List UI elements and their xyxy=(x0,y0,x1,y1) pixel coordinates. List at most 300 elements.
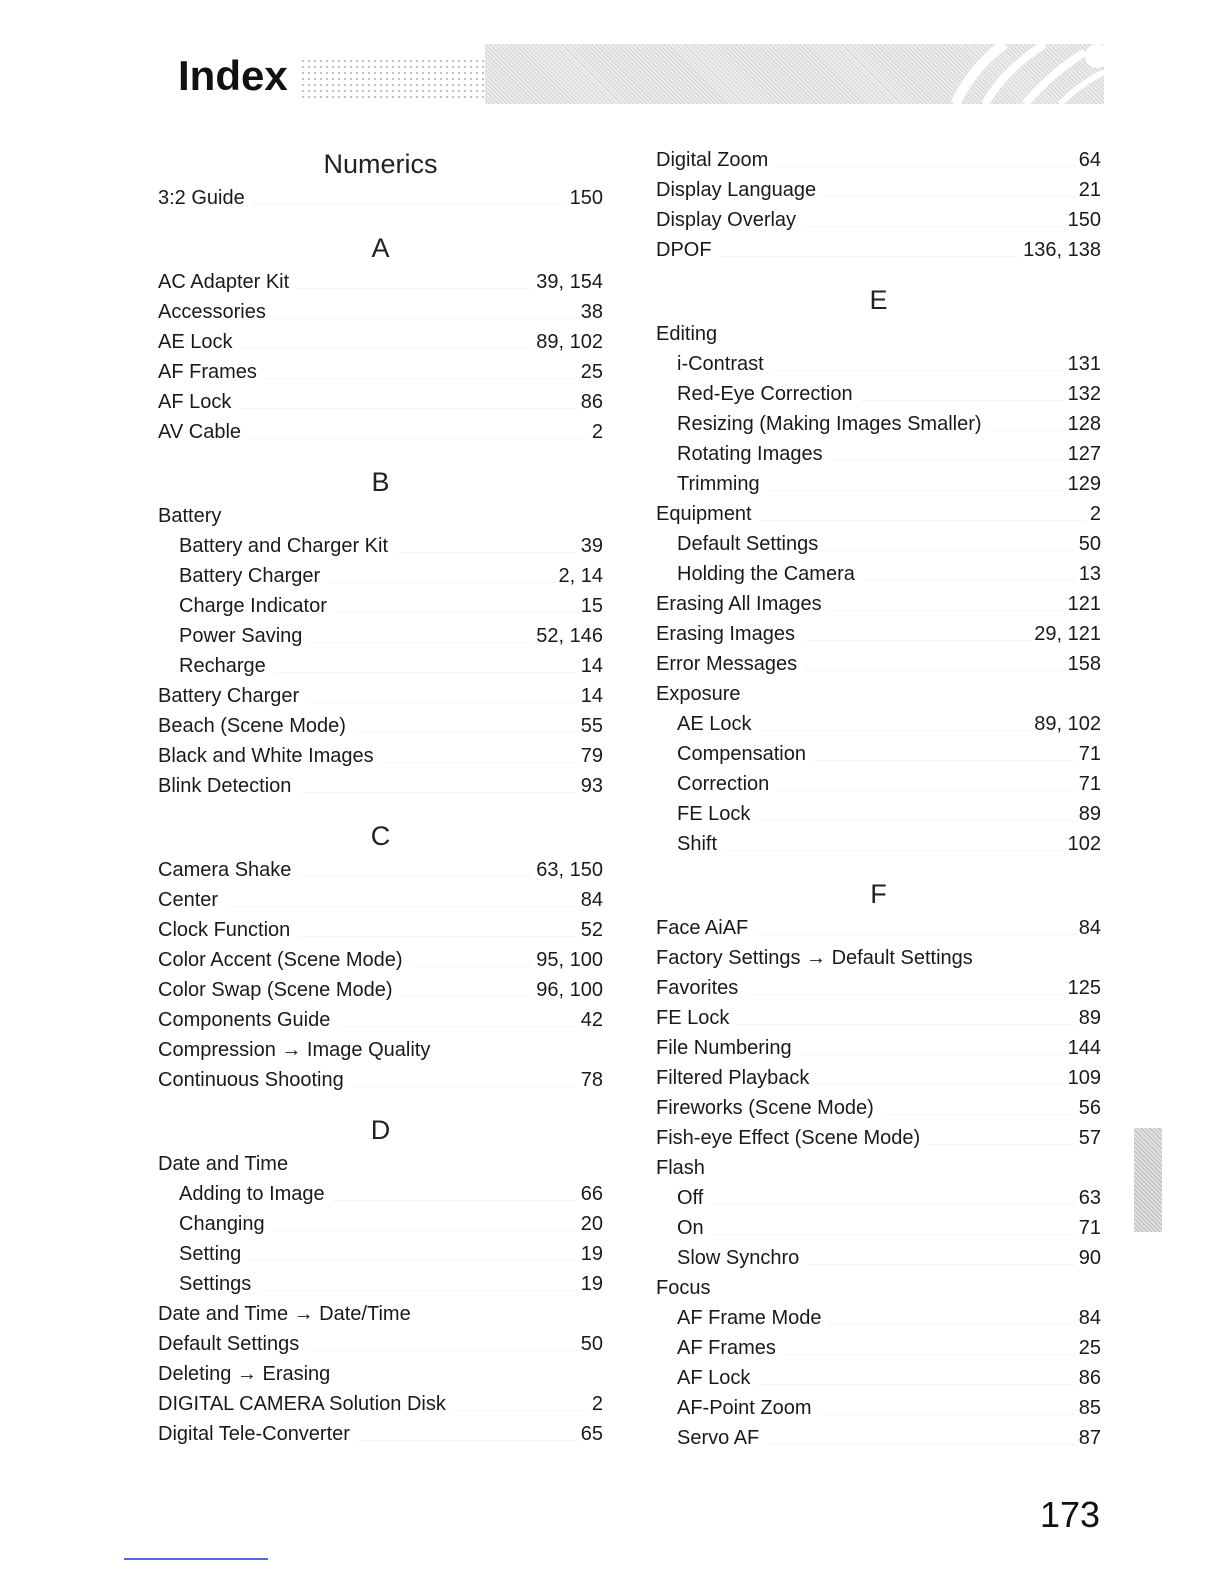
dot-leader xyxy=(335,612,577,613)
dot-leader xyxy=(273,1230,577,1231)
index-entry xyxy=(656,379,1101,409)
dot-leader xyxy=(382,762,577,763)
index-entry xyxy=(158,1359,603,1389)
entry-term: Fish-eye Effect (Scene Mode) xyxy=(656,1127,921,1149)
entry-term: DPOF xyxy=(656,239,712,261)
entry-term: Settings xyxy=(179,1273,252,1295)
entry-pages: 2, 14 xyxy=(558,565,603,587)
dot-leader xyxy=(297,288,532,289)
index-entry xyxy=(656,1063,1101,1093)
dot-leader xyxy=(307,1350,577,1351)
dot-leader xyxy=(298,936,576,937)
entry-term: On xyxy=(677,1217,704,1239)
entry-term: Adding to Image xyxy=(179,1183,325,1205)
entry-term: Focus xyxy=(656,1277,711,1299)
section-spacer xyxy=(158,447,603,463)
index-entry xyxy=(656,145,1101,175)
entry-term: Accessories xyxy=(158,301,266,323)
dot-leader xyxy=(990,430,1064,431)
entry-pages: 132 xyxy=(1067,383,1101,405)
dot-leader xyxy=(239,408,576,409)
index-entry xyxy=(158,183,603,213)
page-title: Index xyxy=(178,52,288,99)
header-gray-bar xyxy=(485,44,1104,104)
index-entry xyxy=(656,619,1101,649)
entry-term: AE Lock xyxy=(158,331,233,353)
entry-pages: 150 xyxy=(569,187,603,209)
index-entry xyxy=(656,1183,1101,1213)
entry-term: AC Adapter Kit xyxy=(158,271,290,293)
entry-term: Power Saving xyxy=(179,625,303,647)
entry-pages: 109 xyxy=(1067,1067,1101,1089)
dot-leader xyxy=(756,934,1074,935)
entry-pages: 86 xyxy=(1078,1367,1101,1389)
index-entry xyxy=(158,297,603,327)
entry-term: Date and Time xyxy=(158,1153,289,1175)
entry-term: AV Cable xyxy=(158,421,242,443)
dot-leader xyxy=(299,876,532,877)
entry-pages: 63, 150 xyxy=(536,859,603,881)
header-dot-pattern xyxy=(300,58,485,98)
entry-pages: 89, 102 xyxy=(536,331,603,353)
dot-leader xyxy=(777,790,1074,791)
entry-term: Default Settings xyxy=(677,533,819,555)
dot-leader xyxy=(758,820,1074,821)
entry-pages: 50 xyxy=(580,1333,603,1355)
index-entry xyxy=(656,1363,1101,1393)
entry-term: Fireworks (Scene Mode) xyxy=(656,1097,874,1119)
dot-leader xyxy=(712,1234,1075,1235)
entry-term: 3:2 Guide xyxy=(158,187,245,209)
entry-pages: 21 xyxy=(1078,179,1101,201)
index-entry xyxy=(158,417,603,447)
entry-term: AF Frame Mode xyxy=(677,1307,822,1329)
dot-leader xyxy=(249,438,588,439)
index-section xyxy=(656,145,1101,265)
index-entry xyxy=(656,769,1101,799)
entry-term: Recharge xyxy=(179,655,266,677)
entry-pages: 19 xyxy=(580,1243,603,1265)
index-entry xyxy=(158,1209,603,1239)
entry-pages: 64 xyxy=(1078,149,1101,171)
entry-pages: 84 xyxy=(580,889,603,911)
entry-term: Blink Detection xyxy=(158,775,292,797)
entry-term: FE Lock xyxy=(677,803,751,825)
entry-pages: 13 xyxy=(1078,563,1101,585)
entry-term: File Numbering xyxy=(656,1037,792,1059)
dot-leader xyxy=(711,1204,1074,1205)
entry-term: Date and Time → Date/Time xyxy=(158,1303,411,1325)
dot-leader xyxy=(396,552,577,553)
index-section xyxy=(656,875,1101,1453)
section-heading: Numerics xyxy=(323,149,438,179)
index-entry xyxy=(158,501,603,531)
index-entry xyxy=(656,1153,1101,1183)
entry-term: Battery Charger xyxy=(158,685,300,707)
index-entry xyxy=(656,439,1101,469)
entry-term: Battery Charger xyxy=(179,565,321,587)
entry-term: Battery xyxy=(158,505,222,527)
entry-term: Color Swap (Scene Mode) xyxy=(158,979,393,1001)
entry-term: Continuous Shooting xyxy=(158,1069,344,1091)
section-spacer xyxy=(158,801,603,817)
index-entry xyxy=(656,799,1101,829)
index-entry xyxy=(656,943,1101,973)
dot-leader xyxy=(725,850,1064,851)
entry-term: Holding the Camera xyxy=(677,563,855,585)
dot-leader xyxy=(861,400,1064,401)
dot-leader xyxy=(817,1084,1063,1085)
entry-term: Erasing Images xyxy=(656,623,795,645)
dot-leader xyxy=(265,378,577,379)
entry-term: Color Accent (Scene Mode) xyxy=(158,949,403,971)
entry-pages: 128 xyxy=(1067,413,1101,435)
dot-leader xyxy=(831,460,1064,461)
index-entry xyxy=(158,1329,603,1359)
entry-term: Face AiAF xyxy=(656,917,749,939)
entry-pages: 14 xyxy=(580,655,603,677)
entry-pages: 20 xyxy=(580,1213,603,1235)
dot-leader xyxy=(746,994,1063,995)
entry-pages: 90 xyxy=(1078,1247,1101,1269)
index-entry xyxy=(656,1423,1101,1453)
index-entry xyxy=(158,1035,603,1065)
index-entry xyxy=(656,409,1101,439)
entry-term: Shift xyxy=(677,833,718,855)
index-entry xyxy=(158,1065,603,1095)
dot-leader xyxy=(274,672,577,673)
entry-pages: 2 xyxy=(1089,503,1101,525)
entry-pages: 52, 146 xyxy=(536,625,603,647)
entry-term: AF Lock xyxy=(677,1367,751,1389)
entry-term: Filtered Playback xyxy=(656,1067,810,1089)
index-entry xyxy=(656,1333,1101,1363)
entry-term: Clock Function xyxy=(158,919,291,941)
entry-pages: 25 xyxy=(580,361,603,383)
dot-leader xyxy=(299,792,576,793)
entry-pages: 102 xyxy=(1067,833,1101,855)
dot-leader xyxy=(824,196,1075,197)
index-entry xyxy=(656,349,1101,379)
dot-leader xyxy=(401,996,533,997)
entry-pages: 39 xyxy=(580,535,603,557)
section-spacer xyxy=(656,859,1101,875)
dot-leader xyxy=(928,1144,1075,1145)
entry-pages: 150 xyxy=(1067,209,1101,231)
index-entry xyxy=(158,561,603,591)
entry-term: Charge Indicator xyxy=(179,595,327,617)
index-entry xyxy=(656,1273,1101,1303)
index-entry xyxy=(656,1003,1101,1033)
index-entry xyxy=(158,741,603,771)
dot-leader xyxy=(358,1440,577,1441)
index-entry xyxy=(656,235,1101,265)
section-spacer xyxy=(656,265,1101,281)
index-entry xyxy=(158,267,603,297)
index-entry xyxy=(656,1093,1101,1123)
section-spacer xyxy=(158,213,603,229)
entry-term: Digital Tele-Converter xyxy=(158,1423,350,1445)
dot-leader xyxy=(720,256,1020,257)
index-entry xyxy=(656,589,1101,619)
entry-pages: 55 xyxy=(580,715,603,737)
index-entry xyxy=(158,1389,603,1419)
dot-leader xyxy=(338,1026,576,1027)
entry-pages: 25 xyxy=(1078,1337,1101,1359)
section-heading: E xyxy=(869,285,888,315)
entry-pages: 2 xyxy=(591,421,603,443)
dot-leader xyxy=(411,966,533,967)
entry-pages: 78 xyxy=(580,1069,603,1091)
index-entry xyxy=(158,1419,603,1449)
index-entry xyxy=(158,327,603,357)
index-section xyxy=(158,229,603,447)
entry-pages: 158 xyxy=(1067,653,1101,675)
index-entry xyxy=(656,499,1101,529)
entry-pages: 66 xyxy=(580,1183,603,1205)
index-section xyxy=(158,463,603,801)
index-section xyxy=(158,817,603,1095)
entry-pages: 84 xyxy=(1078,1307,1101,1329)
index-entry xyxy=(656,205,1101,235)
index-entry xyxy=(656,679,1101,709)
dot-leader xyxy=(737,1024,1074,1025)
dot-leader xyxy=(829,1324,1074,1325)
dot-leader xyxy=(882,1114,1075,1115)
index-entry xyxy=(158,651,603,681)
entry-term: Beach (Scene Mode) xyxy=(158,715,346,737)
section-heading: F xyxy=(870,879,887,909)
entry-term: DIGITAL CAMERA Solution Disk xyxy=(158,1393,446,1415)
section-heading: B xyxy=(371,467,390,497)
index-entry xyxy=(158,855,603,885)
dot-leader xyxy=(826,550,1075,551)
dot-leader xyxy=(240,348,532,349)
entry-pages: 131 xyxy=(1067,353,1101,375)
dot-leader xyxy=(800,1054,1064,1055)
entry-term: AF Frames xyxy=(158,361,257,383)
entry-pages: 95, 100 xyxy=(536,949,603,971)
entry-pages: 89 xyxy=(1078,803,1101,825)
dot-leader xyxy=(830,610,1064,611)
entry-term: Rotating Images xyxy=(677,443,823,465)
entry-term: Trimming xyxy=(677,473,760,495)
index-entry xyxy=(158,945,603,975)
entry-pages: 127 xyxy=(1067,443,1101,465)
entry-pages: 136, 138 xyxy=(1023,239,1101,261)
entry-pages: 38 xyxy=(580,301,603,323)
dot-leader xyxy=(804,226,1064,227)
index-entry xyxy=(656,739,1101,769)
page-number: 173 xyxy=(1040,1494,1101,1535)
index-entry xyxy=(656,973,1101,1003)
entry-term: Editing xyxy=(656,323,718,345)
section-heading: C xyxy=(370,821,391,851)
index-entry xyxy=(158,1179,603,1209)
dot-leader xyxy=(259,1290,576,1291)
entry-pages: 89, 102 xyxy=(1034,713,1101,735)
entry-pages: 121 xyxy=(1067,593,1101,615)
entry-term: Compression → Image Quality xyxy=(158,1039,431,1061)
entry-pages: 14 xyxy=(580,685,603,707)
dot-leader xyxy=(776,166,1074,167)
dot-leader xyxy=(759,730,1030,731)
entry-pages: 52 xyxy=(580,919,603,941)
entry-pages: 85 xyxy=(1078,1397,1101,1419)
entry-term: Deleting → Erasing xyxy=(158,1363,331,1385)
index-entry xyxy=(656,913,1101,943)
entry-pages: 39, 154 xyxy=(536,271,603,293)
index-entry xyxy=(158,591,603,621)
entry-term: Display Language xyxy=(656,179,817,201)
entry-term: FE Lock xyxy=(656,1007,730,1029)
section-heading: D xyxy=(370,1115,391,1145)
entry-term: Changing xyxy=(179,1213,265,1235)
index-left-column xyxy=(158,145,603,1449)
index-entry xyxy=(656,1243,1101,1273)
entry-pages: 29, 121 xyxy=(1034,623,1101,645)
index-entry xyxy=(656,469,1101,499)
entry-term: Servo AF xyxy=(677,1427,760,1449)
dot-leader xyxy=(253,204,566,205)
index-entry xyxy=(158,711,603,741)
dot-leader xyxy=(784,1354,1075,1355)
index-entry xyxy=(656,829,1101,859)
index-entry xyxy=(158,531,603,561)
index-entry xyxy=(158,681,603,711)
bottom-rule xyxy=(124,1558,268,1560)
index-entry xyxy=(656,1123,1101,1153)
index-entry xyxy=(656,319,1101,349)
entry-term: Erasing All Images xyxy=(656,593,822,615)
section-heading: A xyxy=(371,233,390,263)
index-entry xyxy=(158,975,603,1005)
entry-term: i-Contrast xyxy=(677,353,764,375)
entry-pages: 125 xyxy=(1067,977,1101,999)
index-entry xyxy=(656,1213,1101,1243)
entry-term: Exposure xyxy=(656,683,741,705)
entry-pages: 63 xyxy=(1078,1187,1101,1209)
dot-leader xyxy=(310,642,532,643)
entry-term: Default Settings xyxy=(158,1333,300,1355)
dot-leader xyxy=(819,1414,1074,1415)
entry-pages: 56 xyxy=(1078,1097,1101,1119)
index-entry xyxy=(158,1005,603,1035)
entry-term: Resizing (Making Images Smaller) xyxy=(677,413,982,435)
index-entry xyxy=(158,1149,603,1179)
entry-pages: 93 xyxy=(580,775,603,797)
entry-pages: 65 xyxy=(580,1423,603,1445)
dot-leader xyxy=(226,906,577,907)
entry-term: Setting xyxy=(179,1243,242,1265)
entry-term: Digital Zoom xyxy=(656,149,769,171)
entry-term: Error Messages xyxy=(656,653,798,675)
entry-pages: 71 xyxy=(1078,773,1101,795)
index-entry xyxy=(158,1269,603,1299)
dot-leader xyxy=(807,1264,1074,1265)
entry-pages: 144 xyxy=(1067,1037,1101,1059)
entry-term: Factory Settings → Default Settings xyxy=(656,947,973,969)
index-entry xyxy=(158,1299,603,1329)
dot-leader xyxy=(249,1260,576,1261)
index-entry xyxy=(158,771,603,801)
dot-leader xyxy=(333,1200,577,1201)
entry-pages: 89 xyxy=(1078,1007,1101,1029)
index-section xyxy=(158,145,603,213)
dot-leader xyxy=(805,670,1063,671)
dot-leader xyxy=(767,1444,1074,1445)
index-entry xyxy=(656,649,1101,679)
index-section xyxy=(656,281,1101,859)
index-entry xyxy=(656,1393,1101,1423)
index-entry xyxy=(158,387,603,417)
index-entry xyxy=(656,559,1101,589)
dot-leader xyxy=(803,640,1030,641)
dot-leader xyxy=(814,760,1075,761)
dot-leader xyxy=(758,1384,1074,1385)
entry-term: Battery and Charger Kit xyxy=(179,535,388,557)
index-entry xyxy=(158,915,603,945)
index-entry xyxy=(656,1033,1101,1063)
dot-leader xyxy=(772,370,1064,371)
entry-term: Flash xyxy=(656,1157,705,1179)
entry-pages: 129 xyxy=(1067,473,1101,495)
index-entry xyxy=(158,357,603,387)
entry-pages: 2 xyxy=(591,1393,603,1415)
entry-term: Black and White Images xyxy=(158,745,374,767)
entry-term: Compensation xyxy=(677,743,806,765)
index-entry xyxy=(158,885,603,915)
entry-term: Center xyxy=(158,889,219,911)
entry-pages: 79 xyxy=(580,745,603,767)
index-section xyxy=(158,1111,603,1449)
entry-pages: 96, 100 xyxy=(536,979,603,1001)
entry-term: Off xyxy=(677,1187,704,1209)
entry-pages: 50 xyxy=(1078,533,1101,555)
entry-term: Equipment xyxy=(656,503,752,525)
entry-term: Correction xyxy=(677,773,770,795)
header-wave-decoration-icon xyxy=(485,44,1104,104)
section-spacer xyxy=(158,1095,603,1111)
index-entry xyxy=(656,1303,1101,1333)
entry-pages: 19 xyxy=(580,1273,603,1295)
entry-term: Slow Synchro xyxy=(677,1247,800,1269)
dot-leader xyxy=(768,490,1064,491)
section-side-tab xyxy=(1134,1128,1162,1232)
entry-term: Favorites xyxy=(656,977,739,999)
index-entry xyxy=(158,621,603,651)
entry-pages: 84 xyxy=(1078,917,1101,939)
entry-pages: 71 xyxy=(1078,743,1101,765)
entry-pages: 86 xyxy=(580,391,603,413)
entry-term: Red-Eye Correction xyxy=(677,383,853,405)
dot-leader xyxy=(760,520,1086,521)
index-right-column xyxy=(656,145,1101,1453)
entry-term: Components Guide xyxy=(158,1009,331,1031)
dot-leader xyxy=(328,582,554,583)
entry-pages: 87 xyxy=(1078,1427,1101,1449)
entry-pages: 15 xyxy=(580,595,603,617)
entry-pages: 71 xyxy=(1078,1217,1101,1239)
dot-leader xyxy=(454,1410,588,1411)
entry-term: AF Lock xyxy=(158,391,232,413)
dot-leader xyxy=(863,580,1075,581)
dot-leader xyxy=(352,1086,577,1087)
dot-leader xyxy=(274,318,577,319)
entry-term: Camera Shake xyxy=(158,859,292,881)
dot-leader xyxy=(307,702,577,703)
entry-term: Display Overlay xyxy=(656,209,797,231)
